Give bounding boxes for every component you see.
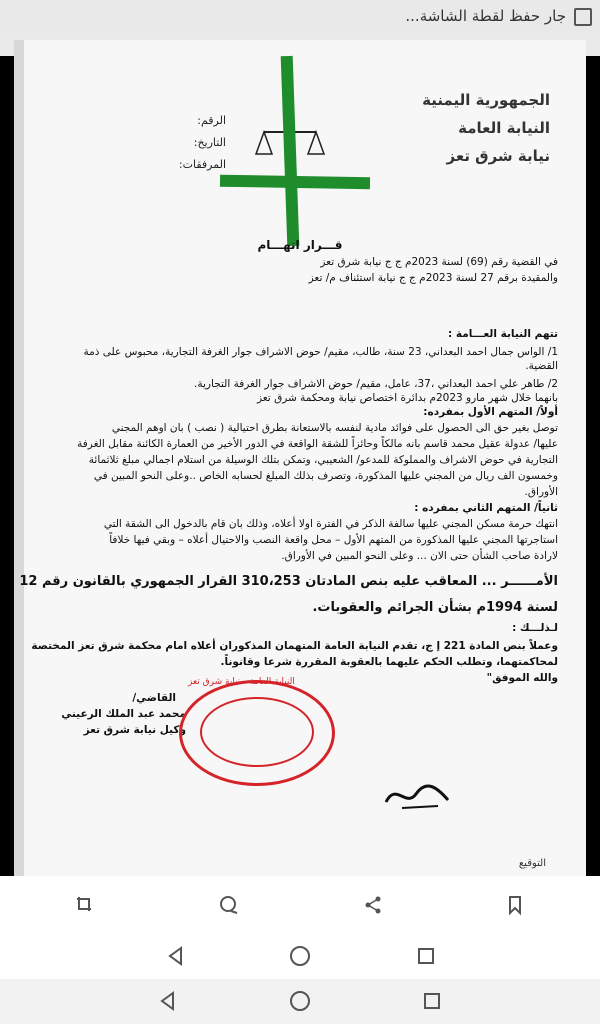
home-icon[interactable] (288, 944, 312, 968)
official-seal (179, 677, 335, 786)
law-line: لسنة 1994م بشأن الجرائم والعقوبات. (312, 600, 558, 615)
share-icon[interactable] (360, 892, 386, 918)
text-line: وخمسون الف ريال من المجني عليها المذكورة، وتصرف بذلك المبلغ لحسابه الخاص ..وعلى النحو المبين في (93, 470, 558, 482)
header-right (422, 86, 550, 170)
seal-text: النيابة العامة - نيابة شرق تعز (188, 677, 295, 687)
text-line: انتهك حرمة مسكن المجني عليها سالفة الذكر في الفترة اولا أعلاه، وذلك بان قام بالدخول الى الشقة التي (103, 518, 558, 530)
signer-name: محمد عبد الملك الرعيني (61, 708, 186, 720)
text-line: القضية. (525, 360, 558, 372)
header-left-line: الرقم: (197, 114, 226, 127)
header-left-line: التاريخ: (193, 136, 226, 149)
text-line: بانهما خلال شهر مارو 2023م بدائرة اختصاص نيابة ومحكمة شرق تعز (256, 392, 558, 404)
text-line: عليها/ عدولة عقيل محمد قاسم بانه مالكاً وحائزاً للشقة الواقعة في الدور الأخير من العمارة الكائنة مقابل الغرفة (77, 438, 558, 450)
document-title: قـــرار اتهـــام (257, 238, 343, 252)
signer-title: القاضي/ (132, 692, 176, 704)
text-line: وعملاً بنص المادة 221 إ ج، تقدم النيابة العامة المتهمان المذكوران أعلاه امام محكمة شرق تعز المختصة (31, 640, 558, 652)
signature-mark (382, 778, 452, 814)
footer-label: التوقيع (518, 858, 546, 869)
screenshot-icon (574, 8, 592, 26)
crop-icon[interactable] (72, 892, 98, 918)
seal-inner-ring (200, 697, 314, 767)
text-line: الأوراق. (524, 486, 558, 498)
case-line: في القضية رقم (69) لسنة 2023م ج ج نيابة شرق تعز (320, 256, 558, 268)
text-line: والله الموفق" (486, 672, 558, 684)
section-heading: تتهم النيابة العـــامة : (448, 328, 558, 340)
recents-icon[interactable] (420, 989, 444, 1013)
text-line: توصل بغير حق الى الحصول على فوائد مادية لنفسه بالاستعانة بطرق احتيالية ( نصب ) بان اوهم المجني (111, 422, 558, 434)
page-edge (14, 40, 24, 876)
back-icon[interactable] (156, 989, 180, 1013)
header-left-line: المرفقات: (178, 158, 226, 171)
system-nav-bar (0, 934, 600, 979)
text-line: استاجرتها المجني عليها المذكورة من المتهم الأول – محل واقعة النصب والاحتيال أعلاه – وبقي فيها خلافاً (109, 534, 558, 546)
viewer-toolbar (0, 876, 600, 934)
text-line: لارادة صاحب الشأن حتى الان ... وعلى النحو المبين في الأوراق. (281, 550, 558, 562)
green-cross-mark (220, 175, 370, 190)
section-heading: ثانياً/ المتهم الثاني بمفرده : (414, 502, 558, 514)
signer-role: وكيل نيابة شرق تعز (83, 724, 186, 736)
case-line: والمقيدة برقم 27 لسنة 2023م ج ج نيابة استئناف م/ تعز (308, 272, 558, 284)
header-left (179, 110, 226, 176)
text-line: لمحاكمتهما، وتطلب الحكم عليهما بالعقوبة المقررة شرعا وقانوناً. (220, 656, 558, 668)
text-line: 1/ الواس جمال احمد البعداني، 23 سنة، طالب، مقيم/ حوض الاشراف جوار الغرفة التجارية، محبوس على ذمة (83, 346, 558, 358)
back-icon[interactable] (164, 944, 188, 968)
text-line: 2/ طاهر علي احمد البعداني ،37، عامل، مقيم/ حوض الاشراف جوار الغرفة التجارية. (194, 378, 558, 390)
header-right-line: الجمهورية اليمنية (422, 91, 550, 109)
text-line: التجارية في حوض الاشراف والمملوكة للمدعو/ الشعيبي، وتمكن بتلك الوسيلة من استلام اجمالي مبلغ ثلاثمائة (88, 454, 558, 466)
law-line: الأمــــــر ... المعاقب عليه بنص المادتان 310،253 القرار الجمهوري بالقانون رقم 12 (19, 574, 558, 589)
section-heading: أولاً/ المتهم الأول بمفرده: (423, 406, 558, 418)
document-page (14, 40, 586, 876)
bookmark-icon[interactable] (502, 892, 528, 918)
header-right-line: نيابة شرق تعز (446, 147, 550, 165)
section-heading: لـذلـــك : (512, 622, 558, 634)
status-text: جار حفظ لقطة الشاشة... (405, 7, 566, 25)
home-icon[interactable] (288, 989, 312, 1013)
status-bar (0, 0, 600, 34)
header-right-line: النيابة العامة (458, 119, 550, 137)
system-nav-bar (0, 979, 600, 1024)
edit-icon[interactable] (216, 892, 242, 918)
recents-icon[interactable] (414, 944, 438, 968)
